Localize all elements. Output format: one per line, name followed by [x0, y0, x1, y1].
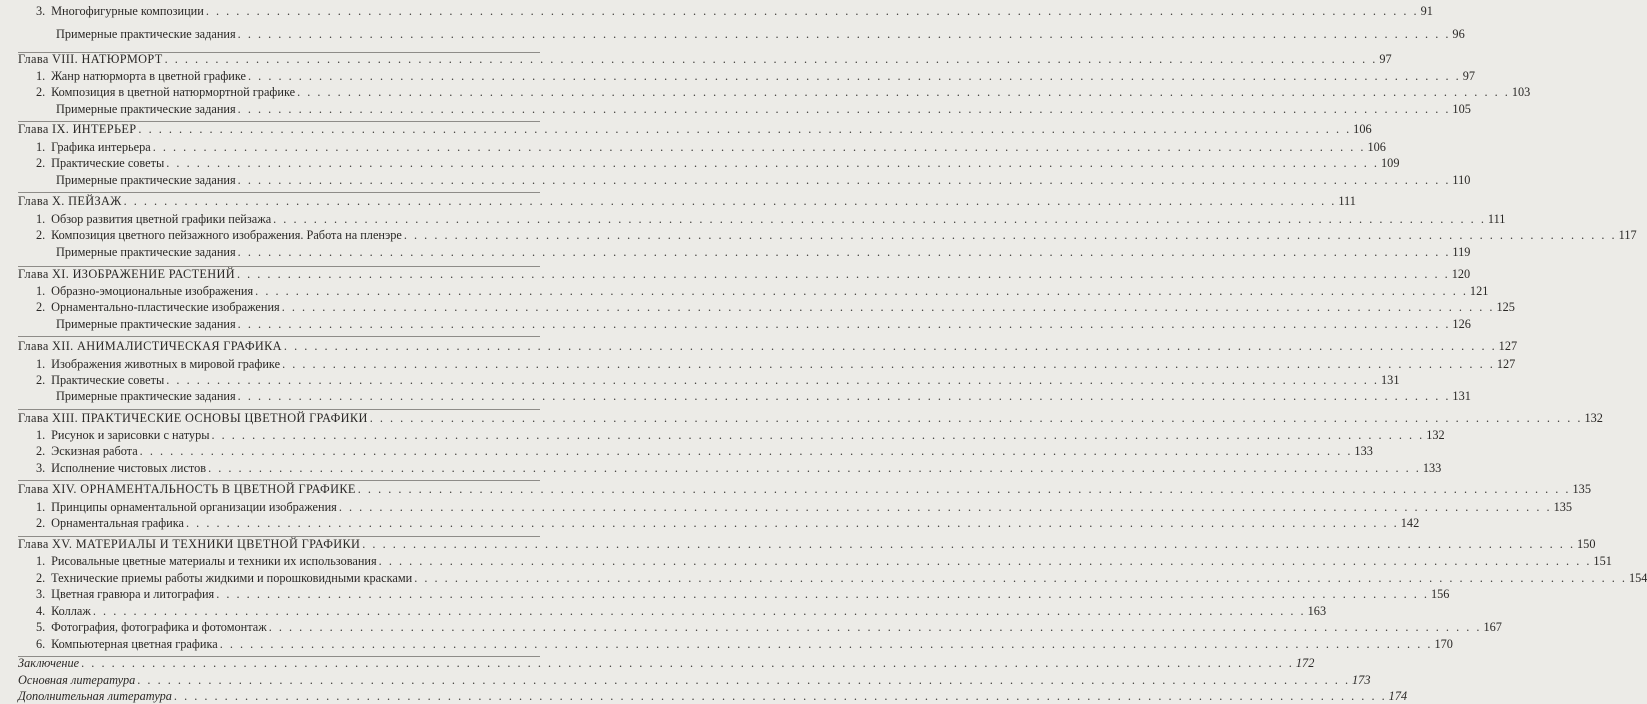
toc-entry-row: [18, 586, 1450, 602]
dot-leader: . . . . . . . . . . . . . . . . . . . . . . . . . . . . . . . . . . . . . . . . . . . . . . . . . . . . . . . . . . . . . . . . . . . . . . . . . . . . . . . . . . . . . . . . . . . . . . . . . . . . . . . . . . . . . . . . . . . . . . . .: [219, 637, 1433, 651]
toc-page-number: 132: [1584, 411, 1603, 425]
toc-entry-title: [18, 68, 246, 84]
toc-entry-row: [18, 3, 1433, 19]
dot-leader: . . . . . . . . . . . . . . . . . . . . . . . . . . . . . . . . . . . . . . . . . . . . . . . . . . . . . . . . . . . . . . . . . . . . . . . . . . . . . . . . . . . . . . . . . . . . . . . . . . . . . . . . . . . . . . . . . . . . . . . .: [237, 317, 1451, 331]
toc-entry-number: 1.: [36, 140, 46, 154]
toc-entry-text: Образно-эмоциональные изображения: [51, 284, 254, 298]
toc-chapter-row: [18, 410, 1603, 426]
toc-entry-row: [18, 570, 1647, 586]
toc-entry-row: [18, 283, 1489, 299]
toc-entry-title: [18, 338, 282, 354]
toc-entry-title: [18, 283, 253, 299]
toc-entry-title: [18, 227, 402, 243]
toc-entry-text: Композиция в цветной натюрмортной графике: [51, 85, 296, 99]
dot-leader: . . . . . . . . . . . . . . . . . . . . . . . . . . . . . . . . . . . . . . . . . . . . . . . . . . . . . . . . . . . . . . . . . . . . . . . . . . . . . . . . . . . . . . . . . . . . . . . . . . . . . . . . . . . . . . . . . . . . . . . .: [211, 428, 1425, 442]
toc-page-number: 172: [1295, 656, 1315, 670]
toc-entry-title: [18, 211, 271, 227]
toc-entry-title: [18, 481, 356, 497]
toc-entry-text: Цветная гравюра и литография: [51, 587, 215, 601]
toc-entry-text: Многофигурные композиции: [51, 4, 204, 18]
toc-page-number: 97: [1462, 69, 1476, 83]
toc-page-number: 91: [1420, 4, 1433, 18]
toc-entry-title: [18, 553, 377, 569]
toc-entry-row: [18, 299, 1515, 315]
toc-page-number: 131: [1452, 389, 1471, 403]
dot-leader: . . . . . . . . . . . . . . . . . . . . . . . . . . . . . . . . . . . . . . . . . . . . . . . . . . . . . . . . . . . . . . . . . . . . . . . . . . . . . . . . . . . . . . . . . . . . . . . . . . . . . . . . . . . . . . . . . . . . . . . .: [237, 27, 1451, 41]
toc-page-number: 106: [1353, 122, 1372, 136]
toc-entry-number: 6.: [36, 637, 46, 651]
toc-page-number: 127: [1496, 357, 1516, 371]
toc-entry-row: [18, 227, 1637, 243]
dot-leader: . . . . . . . . . . . . . . . . . . . . . . . . . . . . . . . . . . . . . . . . . . . . . . . . . . . . . . . . . . . . . . . . . . . . . . . . . . . . . . . . . . . . . . . . . . . . . . . . . . . . . . . . . . . . . . . . . . . . . . . .: [338, 500, 1552, 514]
toc-entry-text: Рисовальные цветные материалы и техники их использования: [51, 554, 377, 568]
dot-leader: . . . . . . . . . . . . . . . . . . . . . . . . . . . . . . . . . . . . . . . . . . . . . . . . . . . . . . . . . . . . . . . . . . . . . . . . . . . . . . . . . . . . . . . . . . . . . . . . . . . . . . . . . . . . . . . . . . . . . . . .: [362, 537, 1576, 551]
toc-page-number: 125: [1496, 300, 1515, 314]
dot-leader: . . . . . . . . . . . . . . . . . . . . . . . . . . . . . . . . . . . . . . . . . . . . . . . . . . . . . . . . . . . . . . . . . . . . . . . . . . . . . . . . . . . . . . . . . . . . . . . . . . . . . . . . . . . . . . . . . . . . . . . .: [137, 673, 1351, 687]
toc-entry-text: Графика интерьера: [51, 140, 151, 154]
dot-leader: . . . . . . . . . . . . . . . . . . . . . . . . . . . . . . . . . . . . . . . . . . . . . . . . . . . . . . . . . . . . . . . . . . . . . . . . . . . . . . . . . . . . . . . . . . . . . . . . . . . . . . . . . . . . . . . . . . . . . . . .: [273, 212, 1486, 226]
toc-entry-text: Примерные практические задания: [56, 389, 236, 403]
dot-leader: . . . . . . . . . . . . . . . . . . . . . . . . . . . . . . . . . . . . . . . . . . . . . . . . . . . . . . . . . . . . . . . . . . . . . . . . . . . . . . . . . . . . . . . . . . . . . . . . . . . . . . . . . . . . . . . . . . . . . . . .: [283, 339, 1497, 353]
toc-entry-number: 3.: [36, 461, 46, 475]
toc-entry-title: [18, 603, 91, 619]
toc-entry-row: [18, 139, 1386, 155]
toc-entry-title: [18, 193, 122, 209]
toc-entry-text: Рисунок и зарисовки с натуры: [51, 428, 210, 442]
toc-page-number: 156: [1430, 587, 1450, 601]
toc-entry-number: 3.: [36, 587, 46, 601]
toc-page-number: 154: [1628, 571, 1647, 585]
toc-entry-row: [18, 316, 1471, 332]
toc-entry-title: [18, 672, 135, 688]
toc-entry-title: [18, 655, 79, 671]
toc-entry-row: [18, 499, 1573, 515]
toc-entry-title: [18, 51, 163, 67]
dot-leader: . . . . . . . . . . . . . . . . . . . . . . . . . . . . . . . . . . . . . . . . . . . . . . . . . . . . . . . . . . . . . . . . . . . . . . . . . . . . . . . . . . . . . . . . . . . . . . . . . . . . . . . . . . . . . . . . . . . . . . . .: [281, 300, 1495, 314]
toc-page-number: 135: [1553, 500, 1573, 514]
dot-leader: . . . . . . . . . . . . . . . . . . . . . . . . . . . . . . . . . . . . . . . . . . . . . . . . . . . . . . . . . . . . . . . . . . . . . . . . . . . . . . . . . . . . . . . . . . . . . . . . . . . . . . . . . . . . . . . . . . . . . . . .: [208, 461, 1421, 475]
toc-entry-text: Глава XI. ИЗОБРАЖЕНИЕ РАСТЕНИЙ: [18, 267, 235, 281]
toc-entry-number: 1.: [36, 500, 46, 514]
toc-entry-title: [18, 266, 235, 282]
dot-leader: . . . . . . . . . . . . . . . . . . . . . . . . . . . . . . . . . . . . . . . . . . . . . . . . . . . . . . . . . . . . . . . . . . . . . . . . . . . . . . . . . . . . . . . . . . . . . . . . . . . . . . . . . . . . . . . . . . . . . . . .: [378, 554, 1592, 568]
toc-entry-text: Глава XIV. ОРНАМЕНТАЛЬНОСТЬ В ЦВЕТНОЙ ГРАФИКЕ: [18, 482, 356, 496]
toc-entry-row: [18, 26, 1465, 42]
toc-entry-text: Фотография, фотографика и фотомонтаж: [51, 620, 267, 634]
toc-entry-title: [18, 410, 368, 426]
toc-entry-row: [18, 172, 1471, 188]
dot-leader: . . . . . . . . . . . . . . . . . . . . . . . . . . . . . . . . . . . . . . . . . . . . . . . . . . . . . . . . . . . . . . . . . . . . . . . . . . . . . . . . . . . . . . . . . . . . . . . . . . . . . . . . . . . . . . . . . . . . . . . .: [403, 228, 1617, 242]
toc-page-number: 111: [1338, 194, 1356, 208]
toc-entry-number: 3.: [36, 4, 46, 18]
toc-entry-text: Глава VIII. НАТЮРМОРТ: [18, 52, 163, 66]
toc-entry-number: 5.: [36, 620, 46, 634]
dot-leader: . . . . . . . . . . . . . . . . . . . . . . . . . . . . . . . . . . . . . . . . . . . . . . . . . . . . . . . . . . . . . . . . . . . . . . . . . . . . . . . . . . . . . . . . . . . . . . . . . . . . . . . . . . . . . . . . . . . . . . . .: [237, 389, 1451, 403]
toc-page-number: 127: [1498, 339, 1518, 353]
dot-leader: . . . . . . . . . . . . . . . . . . . . . . . . . . . . . . . . . . . . . . . . . . . . . . . . . . . . . . . . . . . . . . . . . . . . . . . . . . . . . . . . . . . . . . . . . . . . . . . . . . . . . . . . . . . . . . . . . . . . . . . .: [123, 194, 1337, 208]
toc-entry-text: Орнаментально-пластические изображения: [51, 300, 280, 314]
toc-entry-row: [18, 244, 1471, 260]
toc-page-number: 109: [1381, 156, 1400, 170]
toc-entry-number: 2.: [36, 516, 46, 530]
toc-entry-title: [18, 536, 360, 552]
toc-chapter-row: [18, 266, 1471, 282]
toc-entry-text: Примерные практические задания: [56, 245, 236, 259]
dot-leader: . . . . . . . . . . . . . . . . . . . . . . . . . . . . . . . . . . . . . . . . . . . . . . . . . . . . . . . . . . . . . . . . . . . . . . . . . . . . . . . . . . . . . . . . . . . . . . . . . . . . . . . . . . . . . . . . . . . . . . . .: [152, 140, 1366, 154]
toc-entry-text: Глава XIII. ПРАКТИЧЕСКИЕ ОСНОВЫ ЦВЕТНОЙ ГРАФИКИ: [18, 411, 368, 425]
toc-entry-row: [18, 603, 1327, 619]
toc-page-number: 173: [1352, 673, 1371, 687]
toc-page-number: 133: [1422, 461, 1442, 475]
toc-entry-title: [18, 121, 136, 137]
toc-backmatter-row: [18, 655, 1315, 671]
toc-entry-text: Коллаж: [51, 604, 91, 618]
toc-entry-title: [18, 515, 184, 531]
toc-entry-text: Дополнительная литература: [18, 689, 172, 703]
toc-entry-number: 2.: [36, 156, 46, 170]
toc-entry-row: [18, 356, 1516, 372]
dot-leader: . . . . . . . . . . . . . . . . . . . . . . . . . . . . . . . . . . . . . . . . . . . . . . . . . . . . . . . . . . . . . . . . . . . . . . . . . . . . . . . . . . . . . . . . . . . . . . . . . . . . . . . . . . . . . . . . . . . . . . . .: [237, 102, 1451, 116]
dot-leader: . . . . . . . . . . . . . . . . . . . . . . . . . . . . . . . . . . . . . . . . . . . . . . . . . . . . . . . . . . . . . . . . . . . . . . . . . . . . . . . . . . . . . . . . . . . . . . . . . . . . . . . . . . . . . . . . . . . . . . . .: [81, 656, 1294, 670]
toc-entry-title: [18, 172, 236, 188]
toc-page-number: 167: [1483, 620, 1502, 634]
toc-page-number: 174: [1388, 689, 1408, 703]
toc-entry-title: [18, 101, 236, 117]
toc-entry-title: [18, 570, 412, 586]
toc-page-number: 170: [1434, 637, 1453, 651]
toc-entry-number: 1.: [36, 284, 46, 298]
toc-entry-title: [18, 499, 337, 515]
toc-entry-title: [18, 388, 236, 404]
toc-entry-number: 4.: [36, 604, 46, 618]
toc-page-number: 103: [1511, 85, 1531, 99]
dot-leader: . . . . . . . . . . . . . . . . . . . . . . . . . . . . . . . . . . . . . . . . . . . . . . . . . . . . . . . . . . . . . . . . . . . . . . . . . . . . . . . . . . . . . . . . . . . . . . . . . . . . . . . . . . . . . . . . . . . . . . . .: [164, 52, 1378, 66]
toc-entry-text: Жанр натюрморта в цветной графике: [51, 69, 247, 83]
dot-leader: . . . . . . . . . . . . . . . . . . . . . . . . . . . . . . . . . . . . . . . . . . . . . . . . . . . . . . . . . . . . . . . . . . . . . . . . . . . . . . . . . . . . . . . . . . . . . . . . . . . . . . . . . . . . . . . . . . . . . . . .: [237, 173, 1451, 187]
toc-page-number: 132: [1426, 428, 1445, 442]
toc-entry-title: [18, 688, 172, 704]
toc-entry-row: [18, 372, 1400, 388]
dot-leader: . . . . . . . . . . . . . . . . . . . . . . . . . . . . . . . . . . . . . . . . . . . . . . . . . . . . . . . . . . . . . . . . . . . . . . . . . . . . . . . . . . . . . . . . . . . . . . . . . . . . . . . . . . . . . . . . . . . . . . . .: [173, 689, 1387, 703]
toc-backmatter-row: [18, 672, 1371, 688]
toc-entry-title: [18, 586, 214, 602]
toc-chapter-row: [18, 338, 1518, 354]
toc-entry-title: [18, 299, 280, 315]
toc-page-number: 126: [1452, 317, 1471, 331]
toc-entry-title: [18, 427, 209, 443]
dot-leader: . . . . . . . . . . . . . . . . . . . . . . . . . . . . . . . . . . . . . . . . . . . . . . . . . . . . . . . . . . . . . . . . . . . . . . . . . . . . . . . . . . . . . . . . . . . . . . . . . . . . . . . . . . . . . . . . . . . . . . . .: [282, 357, 1495, 371]
toc-entry-title: [18, 84, 295, 100]
dot-leader: . . . . . . . . . . . . . . . . . . . . . . . . . . . . . . . . . . . . . . . . . . . . . . . . . . . . . . . . . . . . . . . . . . . . . . . . . . . . . . . . . . . . . . . . . . . . . . . . . . . . . . . . . . . . . . . . . . . . . . . .: [205, 4, 1419, 18]
toc-entry-row: [18, 68, 1476, 84]
toc-entry-text: Исполнение чистовых листов: [51, 461, 207, 475]
toc-page-number: 163: [1307, 604, 1327, 618]
toc-entry-title: [18, 619, 267, 635]
toc-page-number: 106: [1367, 140, 1386, 154]
toc-entry-text: Композиция цветного пейзажного изображения. Работа на пленэре: [51, 228, 402, 242]
toc-page-number: 120: [1451, 267, 1471, 281]
dot-leader: . . . . . . . . . . . . . . . . . . . . . . . . . . . . . . . . . . . . . . . . . . . . . . . . . . . . . . . . . . . . . . . . . . . . . . . . . . . . . . . . . . . . . . . . . . . . . . . . . . . . . . . . . . . . . . . . . . . . . . . .: [92, 604, 1306, 618]
toc-entry-number: 1.: [36, 554, 46, 568]
toc-entry-row: [18, 515, 1420, 531]
toc-page-number: 105: [1452, 102, 1471, 116]
toc-page-number: 135: [1572, 482, 1591, 496]
toc-entry-text: Принципы орнаментальной организации изображения: [51, 500, 337, 514]
toc-page-number: 131: [1381, 373, 1400, 387]
toc-entry-number: 2.: [36, 228, 46, 242]
toc-entry-title: [18, 356, 280, 372]
toc-entry-title: [18, 244, 236, 260]
toc-entry-row: [18, 155, 1400, 171]
toc-entry-number: 2.: [36, 300, 46, 314]
dot-leader: . . . . . . . . . . . . . . . . . . . . . . . . . . . . . . . . . . . . . . . . . . . . . . . . . . . . . . . . . . . . . . . . . . . . . . . . . . . . . . . . . . . . . . . . . . . . . . . . . . . . . . . . . . . . . . . . . . . . . . . .: [268, 620, 1482, 634]
toc-entry-row: [18, 101, 1471, 117]
toc-page-number: 150: [1577, 537, 1596, 551]
toc-page-number: 97: [1379, 52, 1392, 66]
toc-entry-number: 2.: [36, 444, 46, 458]
toc-page-number: 121: [1469, 284, 1489, 298]
toc-page-number: 117: [1618, 228, 1637, 242]
toc-entry-number: 2.: [36, 85, 46, 99]
toc-chapter-row: [18, 193, 1356, 209]
toc-entry-number: 2.: [36, 373, 46, 387]
toc-entry-title: [18, 26, 236, 42]
toc-entry-text: Примерные практические задания: [56, 27, 236, 41]
toc-entry-title: [18, 139, 151, 155]
toc-chapter-row: [18, 536, 1596, 552]
dot-leader: . . . . . . . . . . . . . . . . . . . . . . . . . . . . . . . . . . . . . . . . . . . . . . . . . . . . . . . . . . . . . . . . . . . . . . . . . . . . . . . . . . . . . . . . . . . . . . . . . . . . . . . . . . . . . . . . . . . . . . . .: [236, 267, 1450, 281]
toc-entry-row: [18, 636, 1453, 652]
dot-leader: . . . . . . . . . . . . . . . . . . . . . . . . . . . . . . . . . . . . . . . . . . . . . . . . . . . . . . . . . . . . . . . . . . . . . . . . . . . . . . . . . . . . . . . . . . . . . . . . . . . . . . . . . . . . . . . . . . . . . . . .: [138, 122, 1352, 136]
toc-entry-row: [18, 619, 1502, 635]
toc-page-number: 133: [1354, 444, 1373, 458]
dot-leader: . . . . . . . . . . . . . . . . . . . . . . . . . . . . . . . . . . . . . . . . . . . . . . . . . . . . . . . . . . . . . . . . . . . . . . . . . . . . . . . . . . . . . . . . . . . . . . . . . . . . . . . . . . . . . . . . . . . . . . . .: [357, 482, 1571, 496]
toc-page-number: 119: [1452, 245, 1471, 259]
dot-leader: . . . . . . . . . . . . . . . . . . . . . . . . . . . . . . . . . . . . . . . . . . . . . . . . . . . . . . . . . . . . . . . . . . . . . . . . . . . . . . . . . . . . . . . . . . . . . . . . . . . . . . . . . . . . . . . . . . . . . . . .: [166, 156, 1380, 170]
toc-chapter-row: [18, 51, 1392, 67]
toc-entry-text: Примерные практические задания: [56, 173, 236, 187]
toc-entry-text: Глава XII. АНИМАЛИСТИЧЕСКАЯ ГРАФИКА: [18, 339, 282, 353]
toc-entry-number: 2.: [36, 571, 46, 585]
toc-entry-row: [18, 211, 1506, 227]
toc-entry-text: Основная литература: [18, 673, 136, 687]
toc-page-number: 151: [1593, 554, 1612, 568]
dot-leader: . . . . . . . . . . . . . . . . . . . . . . . . . . . . . . . . . . . . . . . . . . . . . . . . . . . . . . . . . . . . . . . . . . . . . . . . . . . . . . . . . . . . . . . . . . . . . . . . . . . . . . . . . . . . . . . . . . . . . . . .: [255, 284, 1468, 298]
toc-entry-text: Примерные практические задания: [56, 102, 236, 116]
dot-leader: . . . . . . . . . . . . . . . . . . . . . . . . . . . . . . . . . . . . . . . . . . . . . . . . . . . . . . . . . . . . . . . . . . . . . . . . . . . . . . . . . . . . . . . . . . . . . . . . . . . . . . . . . . . . . . . . . . . . . . . .: [139, 444, 1353, 458]
section-divider: [18, 336, 540, 337]
toc-entry-row: [18, 84, 1531, 100]
toc-entry-title: [18, 3, 204, 19]
toc-entry-row: [18, 553, 1612, 569]
toc-entry-text: Орнаментальная графика: [51, 516, 185, 530]
dot-leader: . . . . . . . . . . . . . . . . . . . . . . . . . . . . . . . . . . . . . . . . . . . . . . . . . . . . . . . . . . . . . . . . . . . . . . . . . . . . . . . . . . . . . . . . . . . . . . . . . . . . . . . . . . . . . . . . . . . . . . . .: [248, 69, 1461, 83]
toc-entry-title: [18, 460, 206, 476]
toc-entry-text: Глава XV. МАТЕРИАЛЫ И ТЕХНИКИ ЦВЕТНОЙ ГРАФИКИ: [18, 537, 361, 551]
dot-leader: . . . . . . . . . . . . . . . . . . . . . . . . . . . . . . . . . . . . . . . . . . . . . . . . . . . . . . . . . . . . . . . . . . . . . . . . . . . . . . . . . . . . . . . . . . . . . . . . . . . . . . . . . . . . . . . . . . . . . . . .: [186, 516, 1399, 530]
toc-entry-row: [18, 388, 1471, 404]
toc-entry-text: Компьютерная цветная графика: [51, 637, 218, 651]
dot-leader: . . . . . . . . . . . . . . . . . . . . . . . . . . . . . . . . . . . . . . . . . . . . . . . . . . . . . . . . . . . . . . . . . . . . . . . . . . . . . . . . . . . . . . . . . . . . . . . . . . . . . . . . . . . . . . . . . . . . . . . .: [369, 411, 1583, 425]
toc-page-number: 96: [1452, 27, 1465, 41]
toc-entry-text: Технические приемы работы жидкими и порошковидными красками: [51, 571, 413, 585]
toc-entry-text: Глава IX. ИНТЕРЬЕР: [18, 122, 137, 136]
toc-entry-number: 1.: [36, 69, 46, 83]
dot-leader: . . . . . . . . . . . . . . . . . . . . . . . . . . . . . . . . . . . . . . . . . . . . . . . . . . . . . . . . . . . . . . . . . . . . . . . . . . . . . . . . . . . . . . . . . . . . . . . . . . . . . . . . . . . . . . . . . . . . . . . .: [237, 245, 1451, 259]
toc-entry-text: Практические советы: [51, 156, 165, 170]
toc-chapter-row: [18, 121, 1372, 137]
toc-entry-text: Эскизная работа: [51, 444, 138, 458]
toc-page-number: 111: [1487, 212, 1506, 226]
toc-page-number: 142: [1400, 516, 1420, 530]
toc-entry-number: 1.: [36, 428, 46, 442]
toc-page-number: 110: [1452, 173, 1471, 187]
toc-entry-number: 1.: [36, 357, 46, 371]
toc-entry-title: [18, 155, 164, 171]
toc-entry-text: Примерные практические задания: [56, 317, 236, 331]
toc-entry-row: [18, 427, 1445, 443]
toc-entry-text: Обзор развития цветной графики пейзажа: [51, 212, 272, 226]
toc-entry-title: [18, 443, 138, 459]
dot-leader: . . . . . . . . . . . . . . . . . . . . . . . . . . . . . . . . . . . . . . . . . . . . . . . . . . . . . . . . . . . . . . . . . . . . . . . . . . . . . . . . . . . . . . . . . . . . . . . . . . . . . . . . . . . . . . . . . . . . . . . .: [166, 373, 1380, 387]
dot-leader: . . . . . . . . . . . . . . . . . . . . . . . . . . . . . . . . . . . . . . . . . . . . . . . . . . . . . . . . . . . . . . . . . . . . . . . . . . . . . . . . . . . . . . . . . . . . . . . . . . . . . . . . . . . . . . . . . . . . . . . .: [297, 85, 1510, 99]
toc-backmatter-row: [18, 688, 1408, 704]
toc-entry-row: [18, 460, 1442, 476]
toc-entry-text: Изображения животных в мировой графике: [51, 357, 281, 371]
toc-chapter-row: [18, 481, 1591, 497]
toc-entry-text: Заключение: [18, 656, 80, 670]
toc-entry-text: Глава X. ПЕЙЗАЖ: [18, 194, 122, 208]
toc-entry-title: [18, 372, 164, 388]
toc-entry-title: [18, 636, 218, 652]
toc-entry-title: [18, 316, 236, 332]
dot-leader: . . . . . . . . . . . . . . . . . . . . . . . . . . . . . . . . . . . . . . . . . . . . . . . . . . . . . . . . . . . . . . . . . . . . . . . . . . . . . . . . . . . . . . . . . . . . . . . . . . . . . . . . . . . . . . . . . . . . . . . .: [216, 587, 1429, 601]
toc-entry-row: [18, 443, 1373, 459]
dot-leader: . . . . . . . . . . . . . . . . . . . . . . . . . . . . . . . . . . . . . . . . . . . . . . . . . . . . . . . . . . . . . . . . . . . . . . . . . . . . . . . . . . . . . . . . . . . . . . . . . . . . . . . . . . . . . . . . . . . . . . . .: [414, 571, 1627, 585]
toc-entry-text: Практические советы: [51, 373, 165, 387]
toc-entry-number: 1.: [36, 212, 46, 226]
